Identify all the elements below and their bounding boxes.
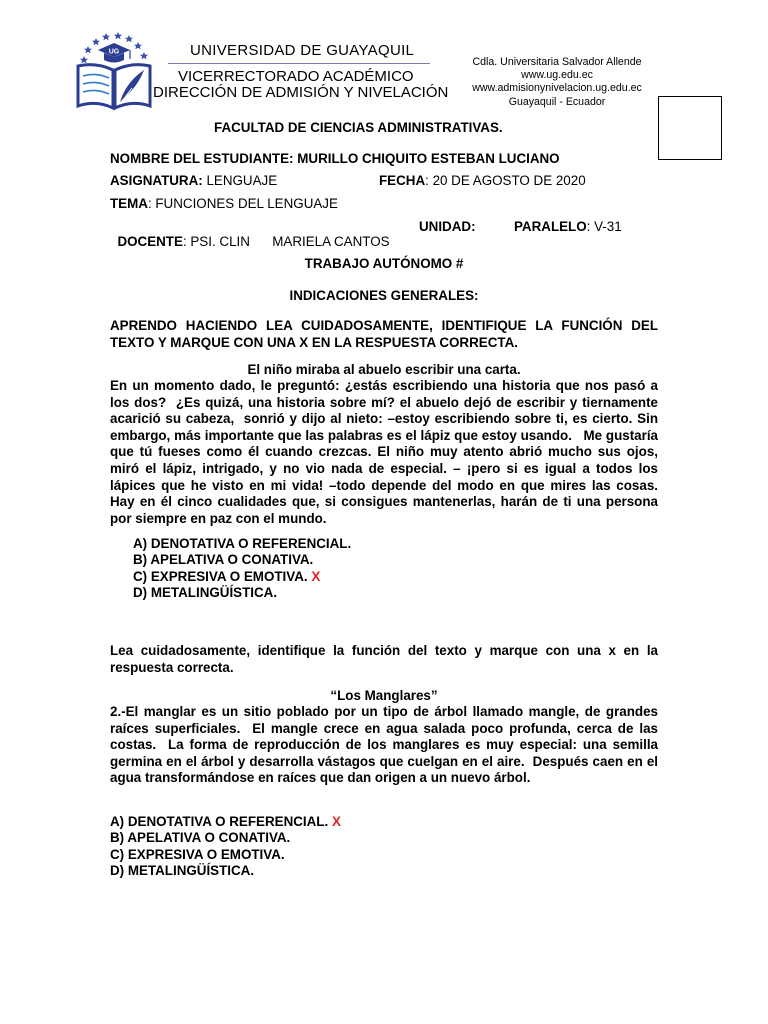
parallel-row [514,219,622,234]
q1-option-c [133,569,351,585]
logo-text: UG [108,48,120,56]
open-book-icon [78,65,150,108]
admission-direction: DIRECCIÓN DE ADMISIÓN Y NIVELACIÓN [153,84,449,101]
q2-title: “Los Manglares” [330,688,438,703]
q2-answer-mark: X [331,814,341,829]
parallel-value: : V-31 [586,219,622,234]
quill-pen-icon [120,70,144,104]
parallel-label: PARALELO [514,219,587,234]
q2-instruction: Lea cuidadosamente, identifique la función del texto y marque con una x en la respuesta correcta. [110,643,658,675]
topic-label: TEMA [110,196,148,211]
date-label: FECHA [379,173,426,188]
university-logo [74,26,154,112]
address-block [463,56,651,109]
address-line: Cdla. Universitaria Salvador Allende [472,56,642,68]
q1-story: En un momento dado, le preguntó: ¿estás escribiendo una historia que nos pasó a los dos? ¿Es quizá, una historia sobre mí? el abuelo dejó de escribir y tiernamente acarició su cabeza, sonrió y dijo al nieto: –estoy escribiendo sobre ti, es cierto. Sin embargo, más importante que las palabras es el lápiz que estoy usando. Me gustaría que tú fueses como él cuando crezcas. El niño muy atento abrió mucho sus ojos, miró el lápiz, intrigado, y no vio nada de especial. – ¡pero si es igual a todos los lápices que he visto en mi vida! –todo depende del modo en que mires las cosas. Hay en él cinco cualidades que, si consigues mantenerlas, harán de ti una persona por siempre en paz con el mundo. [110,378,677,526]
header-divider [168,63,430,64]
vice-rectorate: VICERRECTORADO ACADÉMICO [178,68,414,85]
teacher-label: DOCENTE [117,234,183,249]
subject-row [110,173,277,188]
website-line: www.ug.edu.ec [521,69,593,82]
subject-label: ASIGNATURA: [110,173,203,188]
unit-label: UNIDAD: [419,219,476,234]
student-name: MURILLO CHIQUITO ESTEBAN LUCIANO [297,151,560,166]
date-value: : 20 DE AGOSTO DE 2020 [425,173,586,188]
teacher-value: : PSI. CLIN MARIELA CANTOS [182,234,390,249]
q2-option-a-label: A) DENOTATIVA O REFERENCIAL. [110,814,329,829]
subject-value: LENGUAJE [206,173,278,188]
website-line: www.admisionynivelacion.ug.edu.ec [472,82,642,95]
general-title: INDICACIONES GENERALES: [289,288,479,303]
q2-options [110,814,341,880]
student-label: NOMBRE DEL ESTUDIANTE: [110,151,294,166]
q1-answer-mark: X [311,568,321,584]
topic-row [110,196,338,211]
q2-option-b: B) APELATIVA O CONATIVA. [110,830,291,846]
q2-option-a [110,814,341,830]
q1-options [133,536,351,602]
photo-box [658,96,722,160]
q1-option-b: B) APELATIVA O CONATIVA. [133,552,314,568]
q1-story-title: El niño miraba al abuelo escribir una carta. [247,362,521,377]
student-row [110,151,560,166]
q1-option-a: A) DENOTATIVA O REFERENCIAL. [133,536,352,551]
teacher-row [110,219,390,249]
q1-option-d: D) METALINGÜÍSTICA. [133,585,278,601]
q2-option-d: D) METALINGÜÍSTICA. [110,863,255,879]
city-line: Guayaquil - Ecuador [508,95,606,108]
work-title: TRABAJO AUTÓNOMO # [304,256,464,271]
faculty-title: FACULTAD DE CIENCIAS ADMINISTRATIVAS. [214,120,503,135]
q1-option-c-label: C) EXPRESIVA O EMOTIVA. [133,568,308,584]
q2-text: 2.-El manglar es un sitio poblado por un tipo de árbol llamado mangle, de grandes raíces superficiales. El mangle crece en agua salada poco profunda, cerca de las costas. La forma de reproducción de los manglares es muy especial: una semilla germina en el árbol y desarrolla vástagos que cuelgan en el aire. Después caen en el agua transformándose en raíces que dan origen a un nuevo árbol. [110,704,662,786]
topic-value: : FUNCIONES DEL LENGUAJE [147,196,338,211]
date-row [379,173,586,188]
university-name: UNIVERSIDAD DE GUAYAQUIL [190,42,415,59]
q1-instruction: APRENDO HACIENDO LEA CUIDADOSAMENTE, IDENTIFIQUE LA FUNCIÓN DEL TEXTO Y MARQUE CON UNA X EN LA RESPUESTA CORRECTA. [110,318,658,350]
q2-option-c: C) EXPRESIVA O EMOTIVA. [110,846,285,862]
graduation-cap-icon [98,43,130,63]
